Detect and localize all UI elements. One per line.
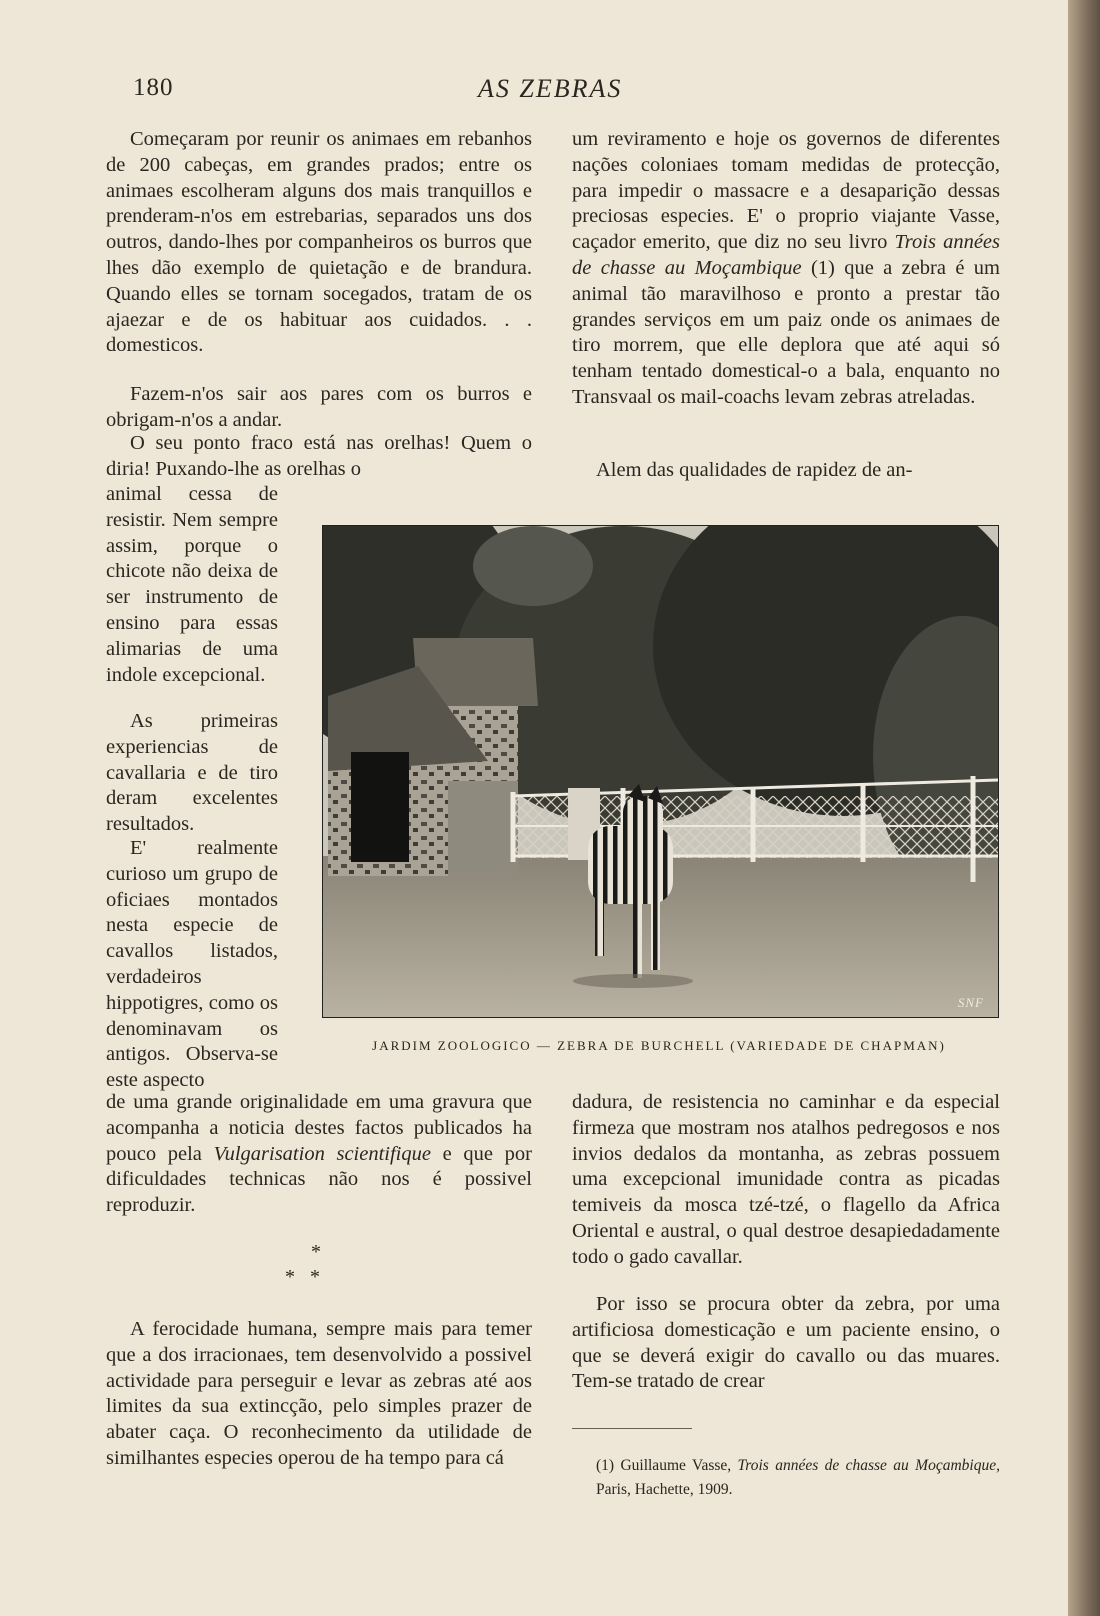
right-paragraph-1 — [572, 127, 1000, 411]
left-paragraph-1: Começaram por reunir os animaes em rebanhos de 200 cabeças, em grandes prados; entre os animaes escolheram alguns dos mais tranquillos e prenderam-n'os em estrebarias, separados uns dos outros, dando-lhes por companheiros os burros que lhes dão exemplo de quietação e de brandura. Quando elles se tornam socegados, tratam de os ajaezar e de os habituar aos cuidados. . . domesticos. — [106, 128, 532, 357]
left-paragraph-5-text-a: de uma grande originalidade em uma gravura que acompanha a noticia destes factos publicados ha pouco pela — [106, 1091, 532, 1165]
right-paragraph-1-text-a: um reviramento e hoje os governos de diferentes nações coloniaes tomam medidas de protecção, para impedir o massacre e a desaparição dessas preciosas especies. E' o proprio viajante Vasse, caçador emerito, que diz no seu livro — [572, 128, 1000, 254]
footnote-rule — [572, 1428, 692, 1429]
left-paragraph-5-text-b: e que por dificuldades technicas não nos é possivel reproduzir. — [106, 1142, 532, 1217]
asterism-bottom: * * — [285, 1266, 320, 1288]
footnote-marker: (1) Guillaume Vasse, — [596, 1457, 738, 1474]
photographer-signature: SNF — [957, 995, 984, 1010]
left-paragraph-4: As primeiras experiencias de cavallaria e de tiro deram excelentes resultados. — [106, 710, 278, 836]
page-number: 180 — [133, 74, 174, 101]
asterism-top: * — [311, 1241, 321, 1263]
left-paragraph-5-narrow: E' realmente curioso um grupo de oficiaes montados nesta especie de cavallos listados, verdadeiros hippotigres, como os denominavam os antigos. Observa-se este aspecto — [106, 837, 278, 1092]
book-binding-edge — [1068, 0, 1100, 1616]
left-paragraph-6: A ferocidade humana, sempre mais para temer que a dos irracionaes, tem desenvolvido a possivel actividade para perseguir e levar as zebras até aos limites da sua extincção, pelo simples prazer de abater caça. O reconhecimento da utilidade de similhantes especies operou de ha tempo para cá — [106, 1318, 532, 1469]
footnote — [596, 1454, 1000, 1502]
right-paragraph-4: Por isso se procura obter da zebra, por uma artificiosa domesticação e um paciente ensino, o que se deverá exigir do cavallo ou das muares. Tem-se tratado de crear — [572, 1293, 1000, 1393]
figure-caption: JARDIM ZOOLOGICO — ZEBRA DE BURCHELL (VARIEDADE DE CHAPMAN) — [372, 1038, 946, 1053]
footnote-book-title: Trois années de chasse au Moçambique, — [737, 1457, 1000, 1474]
right-paragraph-2: Alem das qualidades de rapidez de an- — [596, 459, 913, 481]
left-paragraph-2: Fazem-n'os sair aos pares com os burros e obrigam-n'os a andar. — [106, 383, 532, 431]
running-title: AS ZEBRAS — [478, 74, 623, 103]
right-paragraph-1-text-b: (1) que a zebra é um animal tão maravilhoso e pronto a prestar tão grandes serviços em um paiz onde os animaes de tiro morrem, que elle deplora que até aqui só tenham tentado domestical-o a bala, enquanto no Transvaal os mail-coachs levam zebras atreladas. — [572, 256, 1000, 408]
right-paragraph-3: dadura, de resistencia no caminhar e da especial firmeza que mostram nos atalhos pedregosos e nos invios dedalos da montanha, as zebras possuem uma excepcional imunidade contra as picadas temiveis da mosca tzé-tzé, o flagello da Africa Oriental e austral, o qual destroe desapiedadamente todo o gado cavallar. — [572, 1091, 1000, 1268]
zebra-photograph — [322, 525, 999, 1018]
left-paragraph-5-full — [106, 1090, 532, 1219]
book-title: Trois années de chasse au Moçambique — [572, 231, 1000, 279]
left-paragraph-3-narrow: animal cessa de resistir. Nem sempre assim, porque o chicote não deixa de ser instrumento de ensino para essas alimarias de uma indole excepcional. — [106, 483, 278, 686]
journal-title: Vulgarisation scientifique — [213, 1142, 431, 1165]
zebra-photo-illustration — [323, 526, 998, 1017]
left-paragraph-3: O seu ponto fraco está nas orelhas! Quem o diria! Puxando-lhe as orelhas o — [106, 432, 532, 480]
footnote-publisher: Paris, Hachette, 1909. — [596, 1481, 733, 1498]
